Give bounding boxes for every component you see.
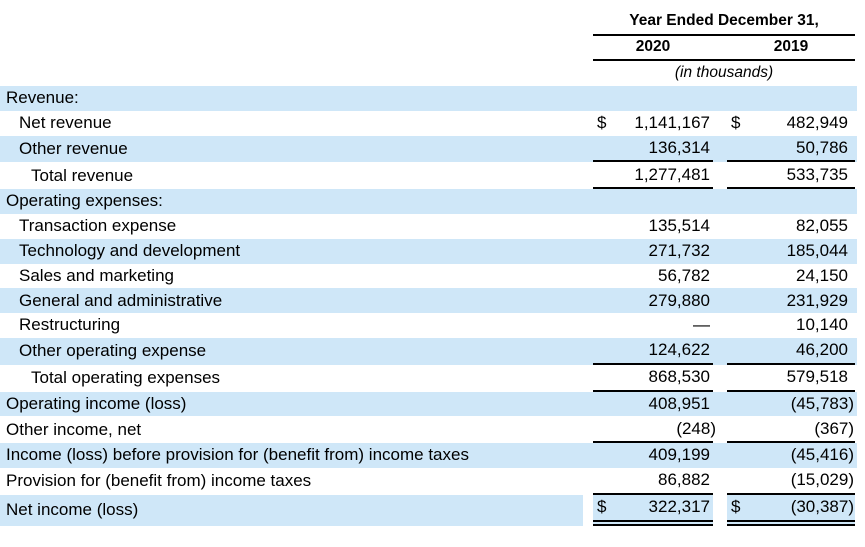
dollar-sign-2019 [727,288,747,313]
spacer [583,443,593,468]
year-2019-header: 2019 [727,36,855,61]
table-row [0,162,857,189]
dollar-sign-2019 [727,111,747,136]
period-header-row [0,0,857,36]
spacer [713,338,727,365]
spacer [855,36,857,61]
dollar-sign-2020 [593,365,613,392]
spacer [713,392,727,417]
row-label-text: Total revenue [31,165,134,185]
table-row [0,214,857,239]
dollar-sign-2019-text: $ [731,496,741,516]
value-2019-text: 533,735 [786,164,849,184]
value-2020 [613,468,713,495]
dollar-sign-2019 [727,495,747,526]
row-label [0,443,583,468]
value-2020 [613,365,713,392]
spacer [855,136,857,163]
dollar-sign-2019 [727,189,747,214]
dollar-sign-2019 [727,214,747,239]
spacer [713,443,727,468]
spacer [583,0,593,36]
spacer [583,416,593,443]
spacer [583,189,593,214]
row-label-text: Technology and development [19,240,241,260]
value-2020-text: 271,732 [648,240,710,260]
value-2019-text: 24,150 [796,265,849,285]
spacer [855,313,857,338]
spacer [855,214,857,239]
value-2020-text: 1,277,481 [634,164,710,184]
row-label-text: Other operating expense [19,341,207,361]
value-2020 [613,189,713,214]
table-row [0,416,857,443]
spacer [855,443,857,468]
spacer [713,189,727,214]
value-2020-text: 322,317 [648,496,710,516]
value-2020 [613,495,713,526]
row-label-text: Total operating expenses [31,367,221,387]
value-2020-text: 124,622 [648,340,710,360]
value-2020 [613,136,713,163]
spacer [713,313,727,338]
spacer [855,162,857,189]
value-2020 [613,214,713,239]
spacer [583,264,593,289]
spacer [855,288,857,313]
value-2019 [747,162,855,189]
spacer [713,239,727,264]
spacer [713,214,727,239]
dollar-sign-2020 [593,495,613,526]
value-2020 [613,239,713,264]
spacer [713,264,727,289]
value-2019-text: (30,387) [790,496,855,516]
value-2019-text: 46,200 [796,340,849,360]
value-2020-text: — [693,315,710,335]
spacer [583,495,593,526]
table-row [0,86,857,111]
income-statement-body [0,86,857,526]
dollar-sign-2020 [593,443,613,468]
row-label-text: Operating expenses: [6,191,163,211]
units-note: (in thousands) [674,64,774,82]
header-empty-cell [0,36,583,61]
value-2020 [613,86,713,111]
spacer [855,468,857,495]
value-2019-text: (45,783) [790,393,855,413]
value-2019 [747,338,855,365]
row-label-text: Income (loss) before provision for (benefit from) income taxes [6,445,469,465]
value-2019-text: (45,416) [790,445,855,465]
value-2020 [613,288,713,313]
table-row [0,239,857,264]
dollar-sign-2019 [727,392,747,417]
row-label-text: General and administrative [19,290,223,310]
value-2019 [747,86,855,111]
spacer [855,264,857,289]
value-2019-text: 185,044 [786,240,849,260]
value-2019-text: 231,929 [786,290,849,310]
year-header-row [0,36,857,61]
spacer [855,416,857,443]
dollar-sign-2020 [593,338,613,365]
spacer [713,288,727,313]
row-label-text: Revenue: [6,88,79,108]
dollar-sign-2020-text: $ [597,496,607,516]
value-2020-text: 868,530 [648,366,710,386]
value-2019 [747,189,855,214]
value-2019 [747,392,855,417]
spacer [713,495,727,526]
spacer [583,338,593,365]
year-2020-header: 2020 [593,36,713,61]
value-2020 [613,443,713,468]
spacer [713,468,727,495]
value-2020-text: 135,514 [648,216,710,236]
row-label [0,495,583,526]
value-2019-text: 482,949 [786,113,849,132]
table-row [0,313,857,338]
row-label-text: Sales and marketing [19,265,174,285]
table-row [0,264,857,289]
row-label [0,392,583,417]
row-label [0,264,583,289]
table-row [0,189,857,214]
spacer [855,189,857,214]
dollar-sign-2020 [593,392,613,417]
value-2020 [613,313,713,338]
value-2020 [613,264,713,289]
dollar-sign-2020 [593,313,613,338]
period-header: Year Ended December 31, [593,0,855,36]
value-2020-text: 409,199 [648,445,710,465]
dollar-sign-2020 [593,239,613,264]
table-row [0,365,857,392]
spacer [583,61,593,86]
spacer [855,111,857,136]
value-2019 [747,313,855,338]
row-label [0,86,583,111]
dollar-sign-2019 [727,162,747,189]
spacer [583,86,593,111]
row-label [0,136,583,163]
value-2020-text: 1,141,167 [634,113,710,132]
value-2019-text: 82,055 [796,216,849,236]
value-2019-text: 579,518 [786,366,849,386]
dollar-sign-2019 [727,365,747,392]
row-label [0,162,583,189]
value-2019 [747,288,855,313]
dollar-sign-2019 [727,136,747,163]
value-2019 [747,468,855,495]
row-label [0,288,583,313]
spacer [855,239,857,264]
spacer [583,288,593,313]
dollar-sign-2019 [727,338,747,365]
spacer [583,239,593,264]
row-label-text: Net revenue [19,113,112,132]
value-2019-text: 50,786 [796,137,849,157]
value-2019 [747,239,855,264]
spacer [855,61,857,86]
value-2020-text: 56,782 [658,265,710,285]
row-label-text: Operating income (loss) [6,393,187,413]
row-label-text: Other income, net [6,419,142,439]
spacer [713,162,727,189]
dollar-sign-2019 [727,86,747,111]
dollar-sign-2020 [593,162,613,189]
spacer [713,36,727,61]
dollar-sign-2019-text: $ [731,113,741,132]
spacer [855,495,857,526]
table-row [0,443,857,468]
dollar-sign-2020 [593,264,613,289]
value-2019 [747,365,855,392]
dollar-sign-2020 [593,416,613,443]
dollar-sign-2019 [727,264,747,289]
value-2020 [613,111,713,136]
value-2020-text: 136,314 [648,137,710,157]
value-2019 [747,214,855,239]
value-2019 [747,495,855,526]
dollar-sign-2019 [727,313,747,338]
spacer [583,365,593,392]
row-label-text: Provision for (benefit from) income taxes [6,471,312,491]
table-row [0,288,857,313]
table-row [0,136,857,163]
value-2019 [747,136,855,163]
table-row [0,338,857,365]
table-row [0,495,857,526]
value-2020-text: (248) [676,418,716,438]
row-label-text: Net income (loss) [6,499,139,519]
row-label [0,416,583,443]
dollar-sign-2020 [593,214,613,239]
spacer [583,111,593,136]
value-2019-text: (15,029) [790,470,855,490]
dollar-sign-2020 [593,468,613,495]
spacer [713,365,727,392]
spacer [583,468,593,495]
row-label-text: Restructuring [19,315,121,335]
spacer [583,313,593,338]
spacer [713,86,727,111]
spacer [855,392,857,417]
value-2020-text: 86,882 [658,470,710,490]
dollar-sign-2019 [727,239,747,264]
table-row [0,392,857,417]
value-2020-text: 408,951 [648,393,710,413]
header-empty-cell [0,61,583,86]
units-row [0,61,857,86]
row-label [0,313,583,338]
dollar-sign-2020 [593,189,613,214]
value-2019 [747,264,855,289]
row-label [0,239,583,264]
spacer [583,214,593,239]
dollar-sign-2020 [593,86,613,111]
value-2020 [613,162,713,189]
value-2019 [747,111,855,136]
dollar-sign-2019 [727,416,747,443]
row-label [0,189,583,214]
dollar-sign-2020-text: $ [597,113,607,132]
dollar-sign-2020 [593,111,613,136]
spacer [855,0,857,36]
value-2020 [613,338,713,365]
spacer [713,111,727,136]
spacer [855,338,857,365]
row-label-text: Other revenue [19,138,128,158]
value-2019-text: 10,140 [796,315,849,335]
row-label-text: Transaction expense [19,216,177,236]
table-row [0,111,857,136]
spacer [855,86,857,111]
row-label [0,338,583,365]
value-2019 [747,416,855,443]
value-2019-text: (367) [814,418,855,438]
dollar-sign-2020 [593,136,613,163]
spacer [855,365,857,392]
header-empty-cell [0,0,583,36]
row-label [0,468,583,495]
dollar-sign-2020 [593,288,613,313]
row-label [0,365,583,392]
dollar-sign-2019 [727,468,747,495]
value-2020-text: 279,880 [648,290,710,310]
value-2020 [613,392,713,417]
spacer [583,392,593,417]
spacer [713,136,727,163]
value-2019 [747,443,855,468]
value-2020 [613,416,716,443]
dollar-sign-2019 [727,443,747,468]
spacer [583,136,593,163]
row-label [0,111,583,136]
spacer [583,36,593,61]
row-label [0,214,583,239]
spacer [583,162,593,189]
table-row [0,468,857,495]
